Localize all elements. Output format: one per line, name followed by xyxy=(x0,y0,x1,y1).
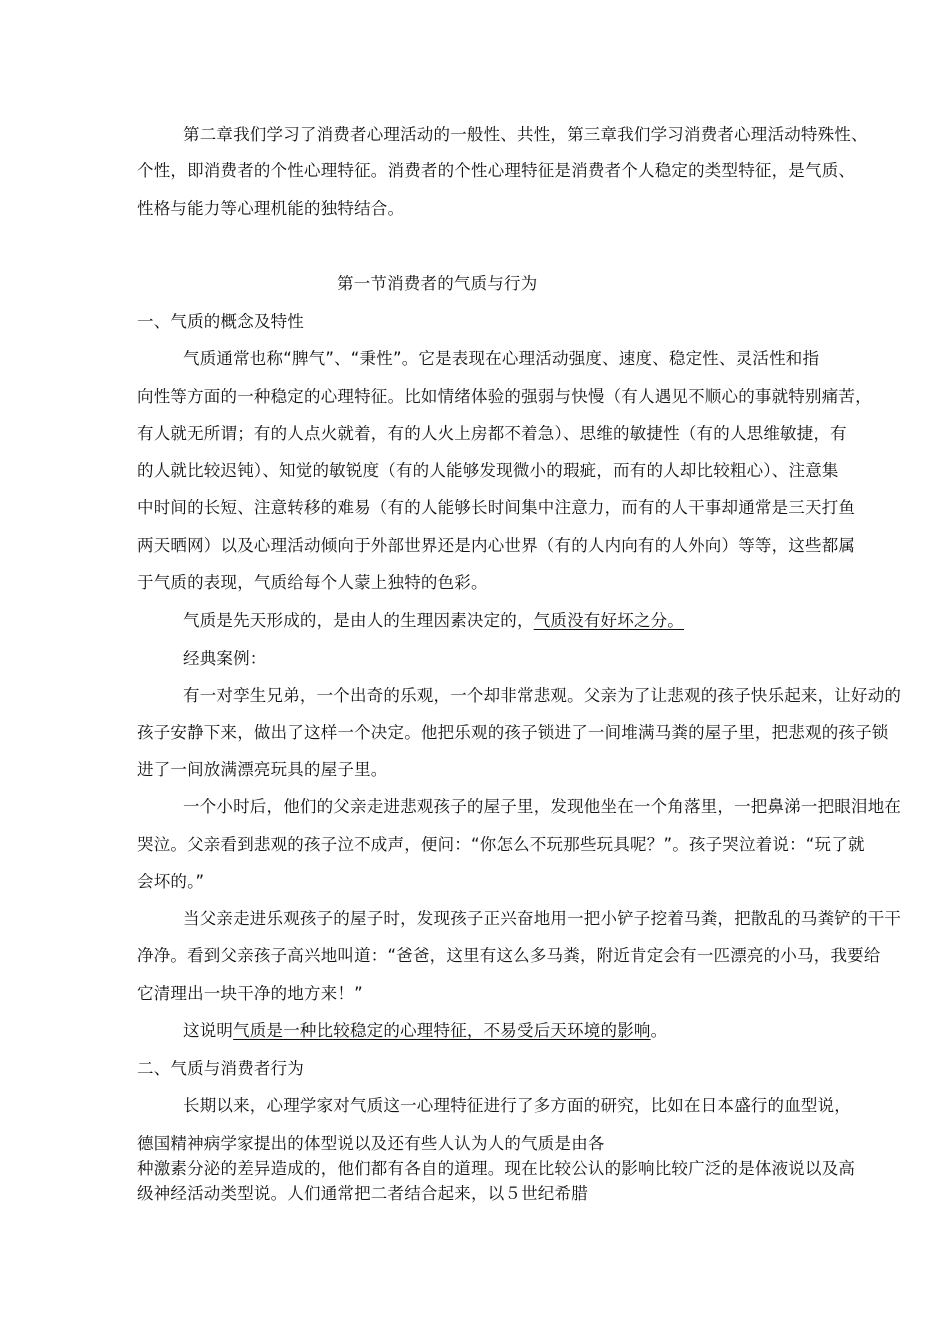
case-1-line-3: 进了一间放满漂亮玩具的屋子里。 xyxy=(137,760,388,779)
paragraph-1-line-1: 气质通常也称“脾气”、“秉性”。它是表现在心理活动强度、速度、稳定性、灵活性和指 xyxy=(183,349,820,368)
paragraph-3-line-3: 种激素分泌的差异造成的，他们都有各自的道理。现在比较公认的影响比较广泛的是体液说以及高 xyxy=(137,1159,856,1178)
intro-line-2: 个性，即消费者的个性心理特征。消费者的个性心理特征是消费者个人稳定的类型特征，是气质、 xyxy=(137,161,856,180)
paragraph-1-line-3: 有人就无所谓；有的人点火就着，有的人火上房都不着急）、思维的敏捷性（有的人思维敏捷，有 xyxy=(137,424,847,443)
heading-temperament-behavior: 二、气质与消费者行为 xyxy=(137,1059,304,1078)
conclusion-prefix: 这说明 xyxy=(183,1021,234,1040)
section-title: 第一节消费者的气质与行为 xyxy=(337,274,538,293)
paragraph-1-line-7: 于气质的表现，气质给每个人蒙上独特的色彩。 xyxy=(137,573,488,592)
heading-temperament-concept: 一、气质的概念及特性 xyxy=(137,312,304,331)
paragraph-1-line-4: 的人就比较迟钝）、知觉的敏锐度（有的人能够发现微小的瑕疵，而有的人却比较粗心）、注意集 xyxy=(137,461,839,480)
paragraph-1-line-6: 两天晒网）以及心理活动倾向于外部世界还是内心世界（有的人内向有的人外向）等等，这些都属 xyxy=(137,536,856,555)
paragraph-3-line-2: 德国精神病学家提出的体型说以及还有些人认为人的气质是由各 xyxy=(137,1134,605,1153)
case-2-line-1: 一个小时后，他们的父亲走进悲观孩子的屋子里，发现他坐在一个角落里，一把鼻涕一把眼泪地在 xyxy=(183,797,902,816)
conclusion-underlined: 气质是一种比较稳定的心理特征，不易受后天环境的影响 xyxy=(233,1021,651,1040)
paragraph-2-underlined: 气质没有好坏之分。 xyxy=(533,611,685,630)
paragraph-3-line-4: 级神经活动类型说。人们通常把二者结合起来，以５世纪希腊 xyxy=(137,1184,588,1203)
intro-line-1: 第二章我们学习了消费者心理活动的一般性、共性，第三章我们学习消费者心理活动特殊性、 xyxy=(183,125,868,144)
conclusion-suffix: 。 xyxy=(650,1021,668,1040)
case-2-line-2: 哭泣。父亲看到悲观的孩子泣不成声，便问：“你怎么不玩那些玩具呢？”。孩子哭泣着说：“玩了就 xyxy=(137,835,865,854)
conclusion xyxy=(183,1020,667,1042)
case-3-line-3: 它清理出一块干净的地方来！” xyxy=(137,984,363,1003)
paragraph-3-line-1: 长期以来，心理学家对气质这一心理特征进行了多方面的研究，比如在日本盛行的血型说， xyxy=(183,1096,851,1115)
case-3-line-1: 当父亲走进乐观孩子的屋子时，发现孩子正兴奋地用一把小铲子挖着马粪，把散乱的马粪铲的干干 xyxy=(183,909,902,928)
paragraph-1-line-5: 中时间的长短、注意转移的难易（有的人能够长时间集中注意力，而有的人干事却通常是三天打鱼 xyxy=(137,498,856,517)
case-label: 经典案例： xyxy=(183,649,267,668)
intro-line-3: 性格与能力等心理机能的独特结合。 xyxy=(137,199,405,218)
paragraph-2-text: 气质是先天形成的，是由人的生理因素决定的， xyxy=(183,611,534,630)
paragraph-2 xyxy=(183,610,684,632)
case-2-line-3: 会坏的。” xyxy=(137,872,205,891)
case-1-line-2: 孩子安静下来，做出了这样一个决定。他把乐观的孩子锁进了一间堆满马粪的屋子里，把悲观的孩子锁 xyxy=(137,723,889,742)
case-1-line-1: 有一对孪生兄弟，一个出奇的乐观，一个却非常悲观。父亲为了让悲观的孩子快乐起来，让好动的 xyxy=(183,686,902,705)
paragraph-1-line-2: 向性等方面的一种稳定的心理特征。比如情绪体验的强弱与快慢（有人遇见不顺心的事就特别痛苦， xyxy=(137,387,872,406)
case-3-line-2: 净净。看到父亲孩子高兴地叫道：“爸爸，这里有这么多马粪，附近肯定会有一匹漂亮的小马，我要给 xyxy=(137,946,881,965)
